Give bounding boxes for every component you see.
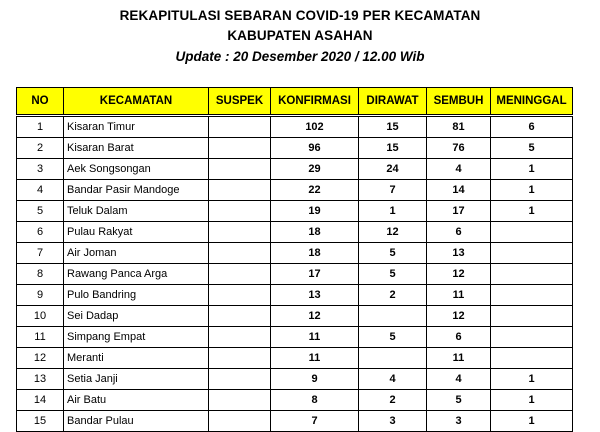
cell-meninggal — [491, 264, 573, 285]
cell-suspek — [209, 390, 271, 411]
cell-sembuh: 6 — [427, 327, 491, 348]
cell-no: 1 — [17, 116, 64, 138]
cell-no: 10 — [17, 306, 64, 327]
cell-konfirmasi: 9 — [271, 369, 359, 390]
table-header-row — [17, 88, 573, 116]
table-row — [17, 306, 573, 327]
cell-meninggal: 1 — [491, 180, 573, 201]
cell-meninggal: 1 — [491, 201, 573, 222]
cell-suspek — [209, 306, 271, 327]
cell-sembuh: 14 — [427, 180, 491, 201]
cell-sembuh: 81 — [427, 116, 491, 138]
table-row — [17, 327, 573, 348]
cell-suspek — [209, 369, 271, 390]
col-header-meninggal: MENINGGAL — [491, 88, 573, 116]
cell-dirawat: 2 — [359, 390, 427, 411]
table-row — [17, 222, 573, 243]
cell-konfirmasi: 17 — [271, 264, 359, 285]
cell-meninggal — [491, 348, 573, 369]
cell-sembuh: 4 — [427, 369, 491, 390]
cell-dirawat: 12 — [359, 222, 427, 243]
table-row — [17, 348, 573, 369]
cell-kecamatan: Pulau Rakyat — [64, 222, 209, 243]
cell-dirawat: 5 — [359, 243, 427, 264]
table-body — [17, 116, 573, 432]
cell-no: 14 — [17, 390, 64, 411]
cell-no: 11 — [17, 327, 64, 348]
cell-meninggal: 5 — [491, 138, 573, 159]
cell-meninggal — [491, 222, 573, 243]
cell-konfirmasi: 102 — [271, 116, 359, 138]
table-row — [17, 180, 573, 201]
cell-dirawat — [359, 348, 427, 369]
cell-sembuh: 11 — [427, 348, 491, 369]
cell-no: 4 — [17, 180, 64, 201]
cell-meninggal — [491, 285, 573, 306]
cell-meninggal: 6 — [491, 116, 573, 138]
cell-suspek — [209, 159, 271, 180]
cell-kecamatan: Bandar Pulau — [64, 411, 209, 432]
cell-meninggal: 1 — [491, 411, 573, 432]
cell-kecamatan: Air Joman — [64, 243, 209, 264]
cell-sembuh: 3 — [427, 411, 491, 432]
cell-suspek — [209, 201, 271, 222]
cell-kecamatan: Simpang Empat — [64, 327, 209, 348]
cell-no: 2 — [17, 138, 64, 159]
cell-meninggal — [491, 243, 573, 264]
table-row — [17, 116, 573, 138]
table-row — [17, 285, 573, 306]
cell-sembuh: 12 — [427, 264, 491, 285]
cell-no: 9 — [17, 285, 64, 306]
cell-sembuh: 76 — [427, 138, 491, 159]
cell-konfirmasi: 29 — [271, 159, 359, 180]
cell-dirawat: 2 — [359, 285, 427, 306]
cell-kecamatan: Pulo Bandring — [64, 285, 209, 306]
cell-dirawat: 24 — [359, 159, 427, 180]
cell-konfirmasi: 11 — [271, 348, 359, 369]
cell-sembuh: 4 — [427, 159, 491, 180]
cell-dirawat — [359, 306, 427, 327]
cell-kecamatan: Aek Songsongan — [64, 159, 209, 180]
cell-konfirmasi: 8 — [271, 390, 359, 411]
cell-konfirmasi: 11 — [271, 327, 359, 348]
table-row — [17, 390, 573, 411]
cell-suspek — [209, 411, 271, 432]
cell-dirawat: 5 — [359, 327, 427, 348]
cell-no: 6 — [17, 222, 64, 243]
cell-no: 7 — [17, 243, 64, 264]
cell-no: 13 — [17, 369, 64, 390]
cell-suspek — [209, 243, 271, 264]
cell-meninggal: 1 — [491, 390, 573, 411]
cell-konfirmasi: 18 — [271, 222, 359, 243]
cell-suspek — [209, 285, 271, 306]
cell-no: 8 — [17, 264, 64, 285]
cell-konfirmasi: 13 — [271, 285, 359, 306]
cell-kecamatan: Teluk Dalam — [64, 201, 209, 222]
cell-konfirmasi: 18 — [271, 243, 359, 264]
table-row — [17, 138, 573, 159]
cell-dirawat: 3 — [359, 411, 427, 432]
cell-meninggal — [491, 327, 573, 348]
cell-konfirmasi: 19 — [271, 201, 359, 222]
update-label: Update : 20 Desember 2020 / 12.00 Wib — [175, 49, 425, 64]
cell-no: 3 — [17, 159, 64, 180]
col-header-no: NO — [17, 88, 64, 116]
cell-meninggal — [491, 306, 573, 327]
table-row — [17, 243, 573, 264]
cell-kecamatan: Sei Dadap — [64, 306, 209, 327]
cell-suspek — [209, 264, 271, 285]
cell-kecamatan: Setia Janji — [64, 369, 209, 390]
cell-kecamatan: Kisaran Timur — [64, 116, 209, 138]
cell-meninggal: 1 — [491, 159, 573, 180]
covid-table — [16, 87, 573, 432]
table-row — [17, 411, 573, 432]
col-header-dirawat: DIRAWAT — [359, 88, 427, 116]
cell-dirawat: 4 — [359, 369, 427, 390]
cell-kecamatan: Bandar Pasir Mandoge — [64, 180, 209, 201]
col-header-sembuh: SEMBUH — [427, 88, 491, 116]
cell-kecamatan: Meranti — [64, 348, 209, 369]
cell-dirawat: 15 — [359, 138, 427, 159]
table-row — [17, 159, 573, 180]
cell-sembuh: 6 — [427, 222, 491, 243]
cell-kecamatan: Rawang Panca Arga — [64, 264, 209, 285]
cell-sembuh: 17 — [427, 201, 491, 222]
cell-dirawat: 7 — [359, 180, 427, 201]
cell-sembuh: 13 — [427, 243, 491, 264]
cell-suspek — [209, 327, 271, 348]
cell-kecamatan: Kisaran Barat — [64, 138, 209, 159]
col-header-konfirmasi: KONFIRMASI — [271, 88, 359, 116]
cell-sembuh: 11 — [427, 285, 491, 306]
cell-dirawat: 1 — [359, 201, 427, 222]
cell-konfirmasi: 22 — [271, 180, 359, 201]
cell-konfirmasi: 12 — [271, 306, 359, 327]
page-title: REKAPITULASI SEBARAN COVID-19 PER KECAMATAN — [119, 8, 481, 23]
cell-suspek — [209, 116, 271, 138]
cell-suspek — [209, 138, 271, 159]
cell-sembuh: 5 — [427, 390, 491, 411]
cell-dirawat: 15 — [359, 116, 427, 138]
cell-sembuh: 12 — [427, 306, 491, 327]
cell-no: 5 — [17, 201, 64, 222]
table-row — [17, 369, 573, 390]
cell-konfirmasi: 7 — [271, 411, 359, 432]
col-header-suspek: SUSPEK — [209, 88, 271, 116]
cell-suspek — [209, 180, 271, 201]
cell-suspek — [209, 348, 271, 369]
col-header-kecamatan: KECAMATAN — [64, 88, 209, 116]
cell-suspek — [209, 222, 271, 243]
cell-kecamatan: Air Batu — [64, 390, 209, 411]
cell-no: 12 — [17, 348, 64, 369]
table-row — [17, 201, 573, 222]
table-row — [17, 264, 573, 285]
page-subtitle: KABUPATEN ASAHAN — [227, 28, 373, 43]
cell-dirawat: 5 — [359, 264, 427, 285]
cell-meninggal: 1 — [491, 369, 573, 390]
cell-no: 15 — [17, 411, 64, 432]
cell-konfirmasi: 96 — [271, 138, 359, 159]
